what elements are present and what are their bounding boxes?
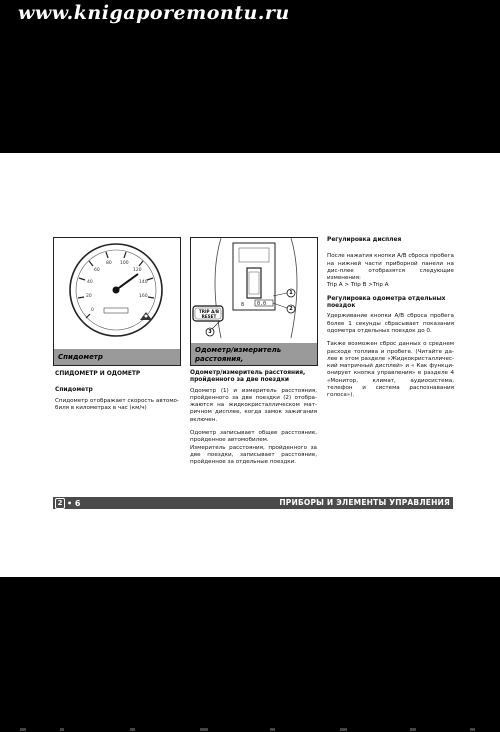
trip-button-line1: TRIP A/B <box>198 309 220 314</box>
watermark-url: www.knigaporemontu.ru <box>18 2 290 24</box>
manual-page <box>0 153 500 577</box>
column-speedometer <box>55 371 179 418</box>
chapter-number: 2 <box>55 498 65 509</box>
speedometer-illustration <box>54 238 180 349</box>
svg-text:80: 80 <box>106 261 112 266</box>
odometer-caption-line1: Одометр/измеритель расстояния, <box>195 346 282 363</box>
paragraph: Спидометр отображает скорость автомо-биля в километрах в час (км/ч) <box>55 397 179 411</box>
bottom-edge-artifacts <box>0 727 500 732</box>
callout-1: 1 <box>289 290 293 296</box>
callout-2: 2 <box>289 306 293 312</box>
svg-text:160: 160 <box>139 294 148 299</box>
trip-sequence: Trip A > Trip B >Trip A <box>327 282 389 289</box>
svg-text:0: 0 <box>91 308 94 313</box>
paragraph: Также возможен сброс данных о среднем расходе топлива и пробеге. (Читайте да-лее в этом разделе «Жидкокристалличес-кий матричный дисплей» и « Как функци-онирует кнопка управления» в разделе 4 «Монитор, климат, аудиосистема, телефон и система распознавания голоса»). <box>327 341 454 399</box>
chapter-title: ПРИБОРЫ И ЭЛЕМЕНТЫ УПРАВЛЕНИЯ <box>279 498 450 507</box>
page-number <box>55 498 80 509</box>
callout-3: 3 <box>208 329 212 335</box>
odometer-caption-line2 <box>195 364 313 366</box>
trip-button-line2: RESET <box>201 313 217 319</box>
paragraph: Удерживание кнопки A/B сброса пробега более 1 секунды сбрасывает показания одометра отдельных поездок до 0. <box>327 313 454 334</box>
paragraph: После нажатия кнопки A/B сброса пробега на нижней части приборной панели на дис-плее отобразятся следующие изменения: <box>327 253 454 282</box>
column-display-adjust <box>327 237 454 406</box>
svg-text:100: 100 <box>120 261 129 266</box>
trip-reset-button-label <box>196 310 222 319</box>
svg-text:8: 8 <box>241 302 245 308</box>
paragraph: Одометр записывает общее расстояние, пройденное автомобилем. <box>190 430 317 444</box>
speedometer-caption: Спидометр <box>54 349 180 365</box>
svg-text:120: 120 <box>133 268 142 273</box>
column-odometer <box>190 370 317 473</box>
odometer-caption <box>191 343 317 365</box>
page-footer <box>53 497 453 509</box>
paragraph: Измеритель расстояния, пройденного за две поездки, записывает расстояние, пройденное за отдельные поездки. <box>190 444 317 466</box>
paragraph: Одометр (1) и измеритель расстояния, пройденного за две поездки (2) отобра-жаются на жидкокристаллическом мат-ричном дисплее, когда замок зажигания включен. <box>190 387 317 423</box>
odometer-figure <box>190 237 318 366</box>
svg-text:40: 40 <box>87 280 93 285</box>
page-index: • 6 <box>67 499 81 508</box>
subheading: Спидометр <box>55 387 93 394</box>
svg-text:140: 140 <box>139 280 148 285</box>
section-heading: Одометр/измеритель расстояния, пройденного за две поездки <box>190 370 306 384</box>
svg-text:20: 20 <box>86 294 92 299</box>
svg-text:60: 60 <box>94 268 100 273</box>
section-heading: СПИДОМЕТР И ОДОМЕТР <box>55 371 141 377</box>
section-heading: Регулировка одометра отдельных поездок <box>327 295 446 310</box>
section-heading: Регулировка дисплея <box>327 237 402 243</box>
speedometer-figure <box>53 237 181 366</box>
svg-text:0.0: 0.0 <box>257 301 267 307</box>
